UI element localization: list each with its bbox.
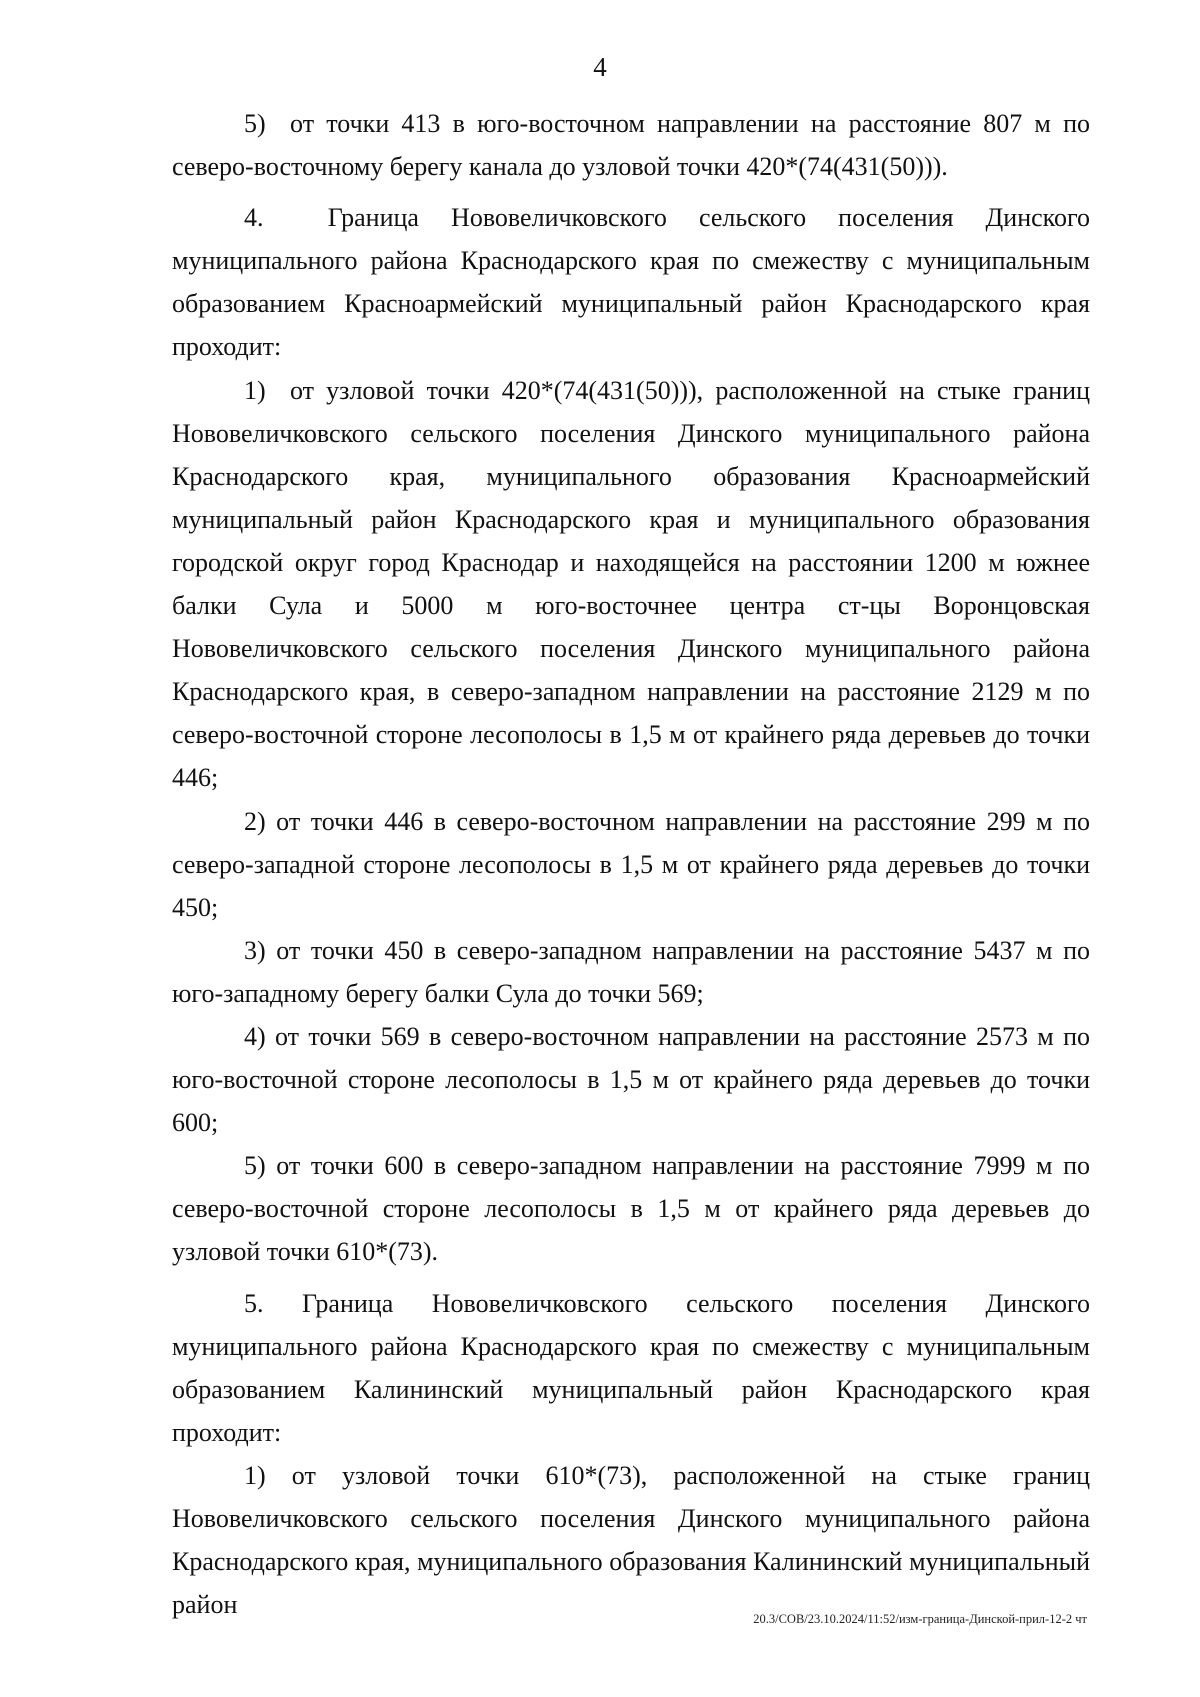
paragraph-section-4-item-3: 3) от точки 450 в северо-западном направлении на расстояние 5437 м по юго-западному берегу балки Сула до точки 569; xyxy=(172,935,1090,1008)
paragraph-section-4-item-5: 5) от точки 600 в северо-западном направлении на расстояние 7999 м по северо-восточной стороне лесополосы в 1,5 м от крайнего ряда деревьев до узловой точки 610*(73). xyxy=(172,1151,1090,1267)
paragraph-section-5: 5. Граница Нововеличковского сельского поселения Динского муниципального района Краснодарского края по смежеству с муниципальным образованием Калининский муниципальный район Краснодарского края проходит: xyxy=(172,1288,1090,1447)
paragraph-section-4-item-4: 4) от точки 569 в северо-восточном направлении на расстояние 2573 м по юго-восточной стороне лесополосы в 1,5 м от крайнего ряда деревьев до точки 600; xyxy=(172,1021,1090,1138)
paragraph-section-4-item-1: 1) от узловой точки 420*(74(431(50))), расположенной на стыке границ Нововеличковского сельского поселения Динского муниципального района Краснодарского края, муниципального образования Красноармейский муниципальный район Краснодарского края и муниципального образования городской округ город Краснодар и находящейся на расстоянии 1200 м южнее балки Сула и 5000 м юго-восточнее центра ст-цы Воронцовская Нововеличковского сельского поселения Динского муниципального района Краснодарского края, в северо-западном направлении на расстояние 2129 м по северо-восточной стороне лесополосы в 1,5 м от крайнего ряда деревьев до точки 446; xyxy=(172,375,1090,793)
page-number: 4 xyxy=(593,52,607,82)
paragraph-section-4: 4. Граница Нововеличковского сельского поселения Динского муниципального района Краснодарского края по смежеству с муниципальным образованием Красноармейский муниципальный район Краснодарского края проходит: xyxy=(172,203,1090,362)
paragraph-section-4-item-2: 2) от точки 446 в северо-восточном направлении на расстояние 299 м по северо-западной стороне лесополосы в 1,5 м от крайнего ряда деревьев до точки 450; xyxy=(172,806,1090,922)
paragraph-4-5: 5) от точки 413 в юго-восточном направлении на расстояние 807 м по северо-восточному берегу канала до узловой точки 420*(74(431(50))). xyxy=(172,109,1090,182)
paragraph-section-5-item-1: 1) от узловой точки 610*(73), расположенной на стыке границ Нововеличковского сельского поселения Динского муниципального района Краснодарского края, муниципального образования Калининский муниципальный район xyxy=(172,1460,1090,1620)
document-body xyxy=(172,102,1090,1626)
footer-document-code: 20.3/СОВ/23.10.2024/11:52/изм-граница-Динской-прил-12-2 чт xyxy=(753,1612,1087,1626)
